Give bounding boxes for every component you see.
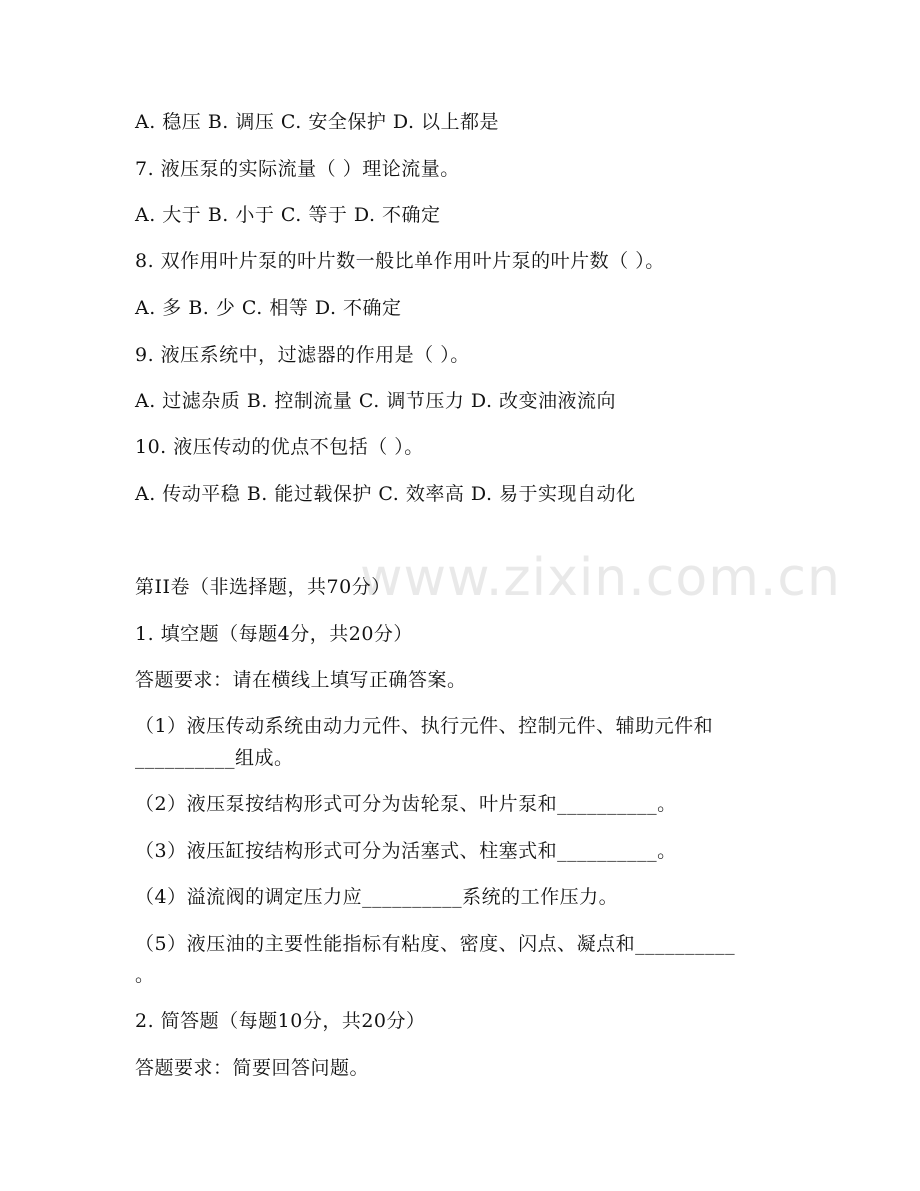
blank-4: （4）溢流阀的调定压力应__________系统的工作压力。: [135, 886, 619, 908]
blank-5-line2: 。: [135, 964, 155, 986]
blank-5-line1: （5）液压油的主要性能指标有粘度、密度、闪点、凝点和__________: [135, 933, 736, 955]
q7-options: A. 大于 B. 小于 C. 等于 D. 不确定: [135, 204, 441, 226]
q10-question: 10. 液压传动的优点不包括（ ）。: [135, 436, 424, 458]
q8-question: 8. 双作用叶片泵的叶片数一般比单作用叶片泵的叶片数（ ）。: [135, 250, 665, 272]
blank-3: （3）液压缸按结构形式可分为活塞式、柱塞式和__________。: [135, 840, 677, 862]
fill-blank-heading: 1. 填空题（每题4分，共20分）: [135, 623, 413, 645]
q7-question: 7. 液压泵的实际流量（ ）理论流量。: [135, 158, 460, 180]
watermark: www.zixin.com.cn: [360, 548, 841, 608]
section-ii-title: 第II卷（非选择题，共70分）: [135, 576, 391, 598]
q9-question: 9. 液压系统中，过滤器的作用是（ ）。: [135, 344, 470, 366]
blank-1-line1: （1）液压传动系统由动力元件、执行元件、控制元件、辅助元件和: [135, 715, 714, 737]
q8-options: A. 多 B. 少 C. 相等 D. 不确定: [135, 297, 402, 319]
blank-1-line2: __________组成。: [135, 747, 294, 769]
q6-options: A. 稳压 B. 调压 C. 安全保护 D. 以上都是: [135, 111, 500, 133]
q9-options: A. 过滤杂质 B. 控制流量 C. 调节压力 D. 改变油液流向: [135, 390, 617, 412]
blank-2: （2）液压泵按结构形式可分为齿轮泵、叶片泵和__________。: [135, 793, 677, 815]
q10-options: A. 传动平稳 B. 能过载保护 C. 效率高 D. 易于实现自动化: [135, 483, 636, 505]
short-answer-heading: 2. 简答题（每题10分，共20分）: [135, 1010, 426, 1032]
short-answer-instructions: 答题要求：简要回答问题。: [135, 1057, 370, 1079]
fill-blank-instructions: 答题要求：请在横线上填写正确答案。: [135, 669, 467, 691]
